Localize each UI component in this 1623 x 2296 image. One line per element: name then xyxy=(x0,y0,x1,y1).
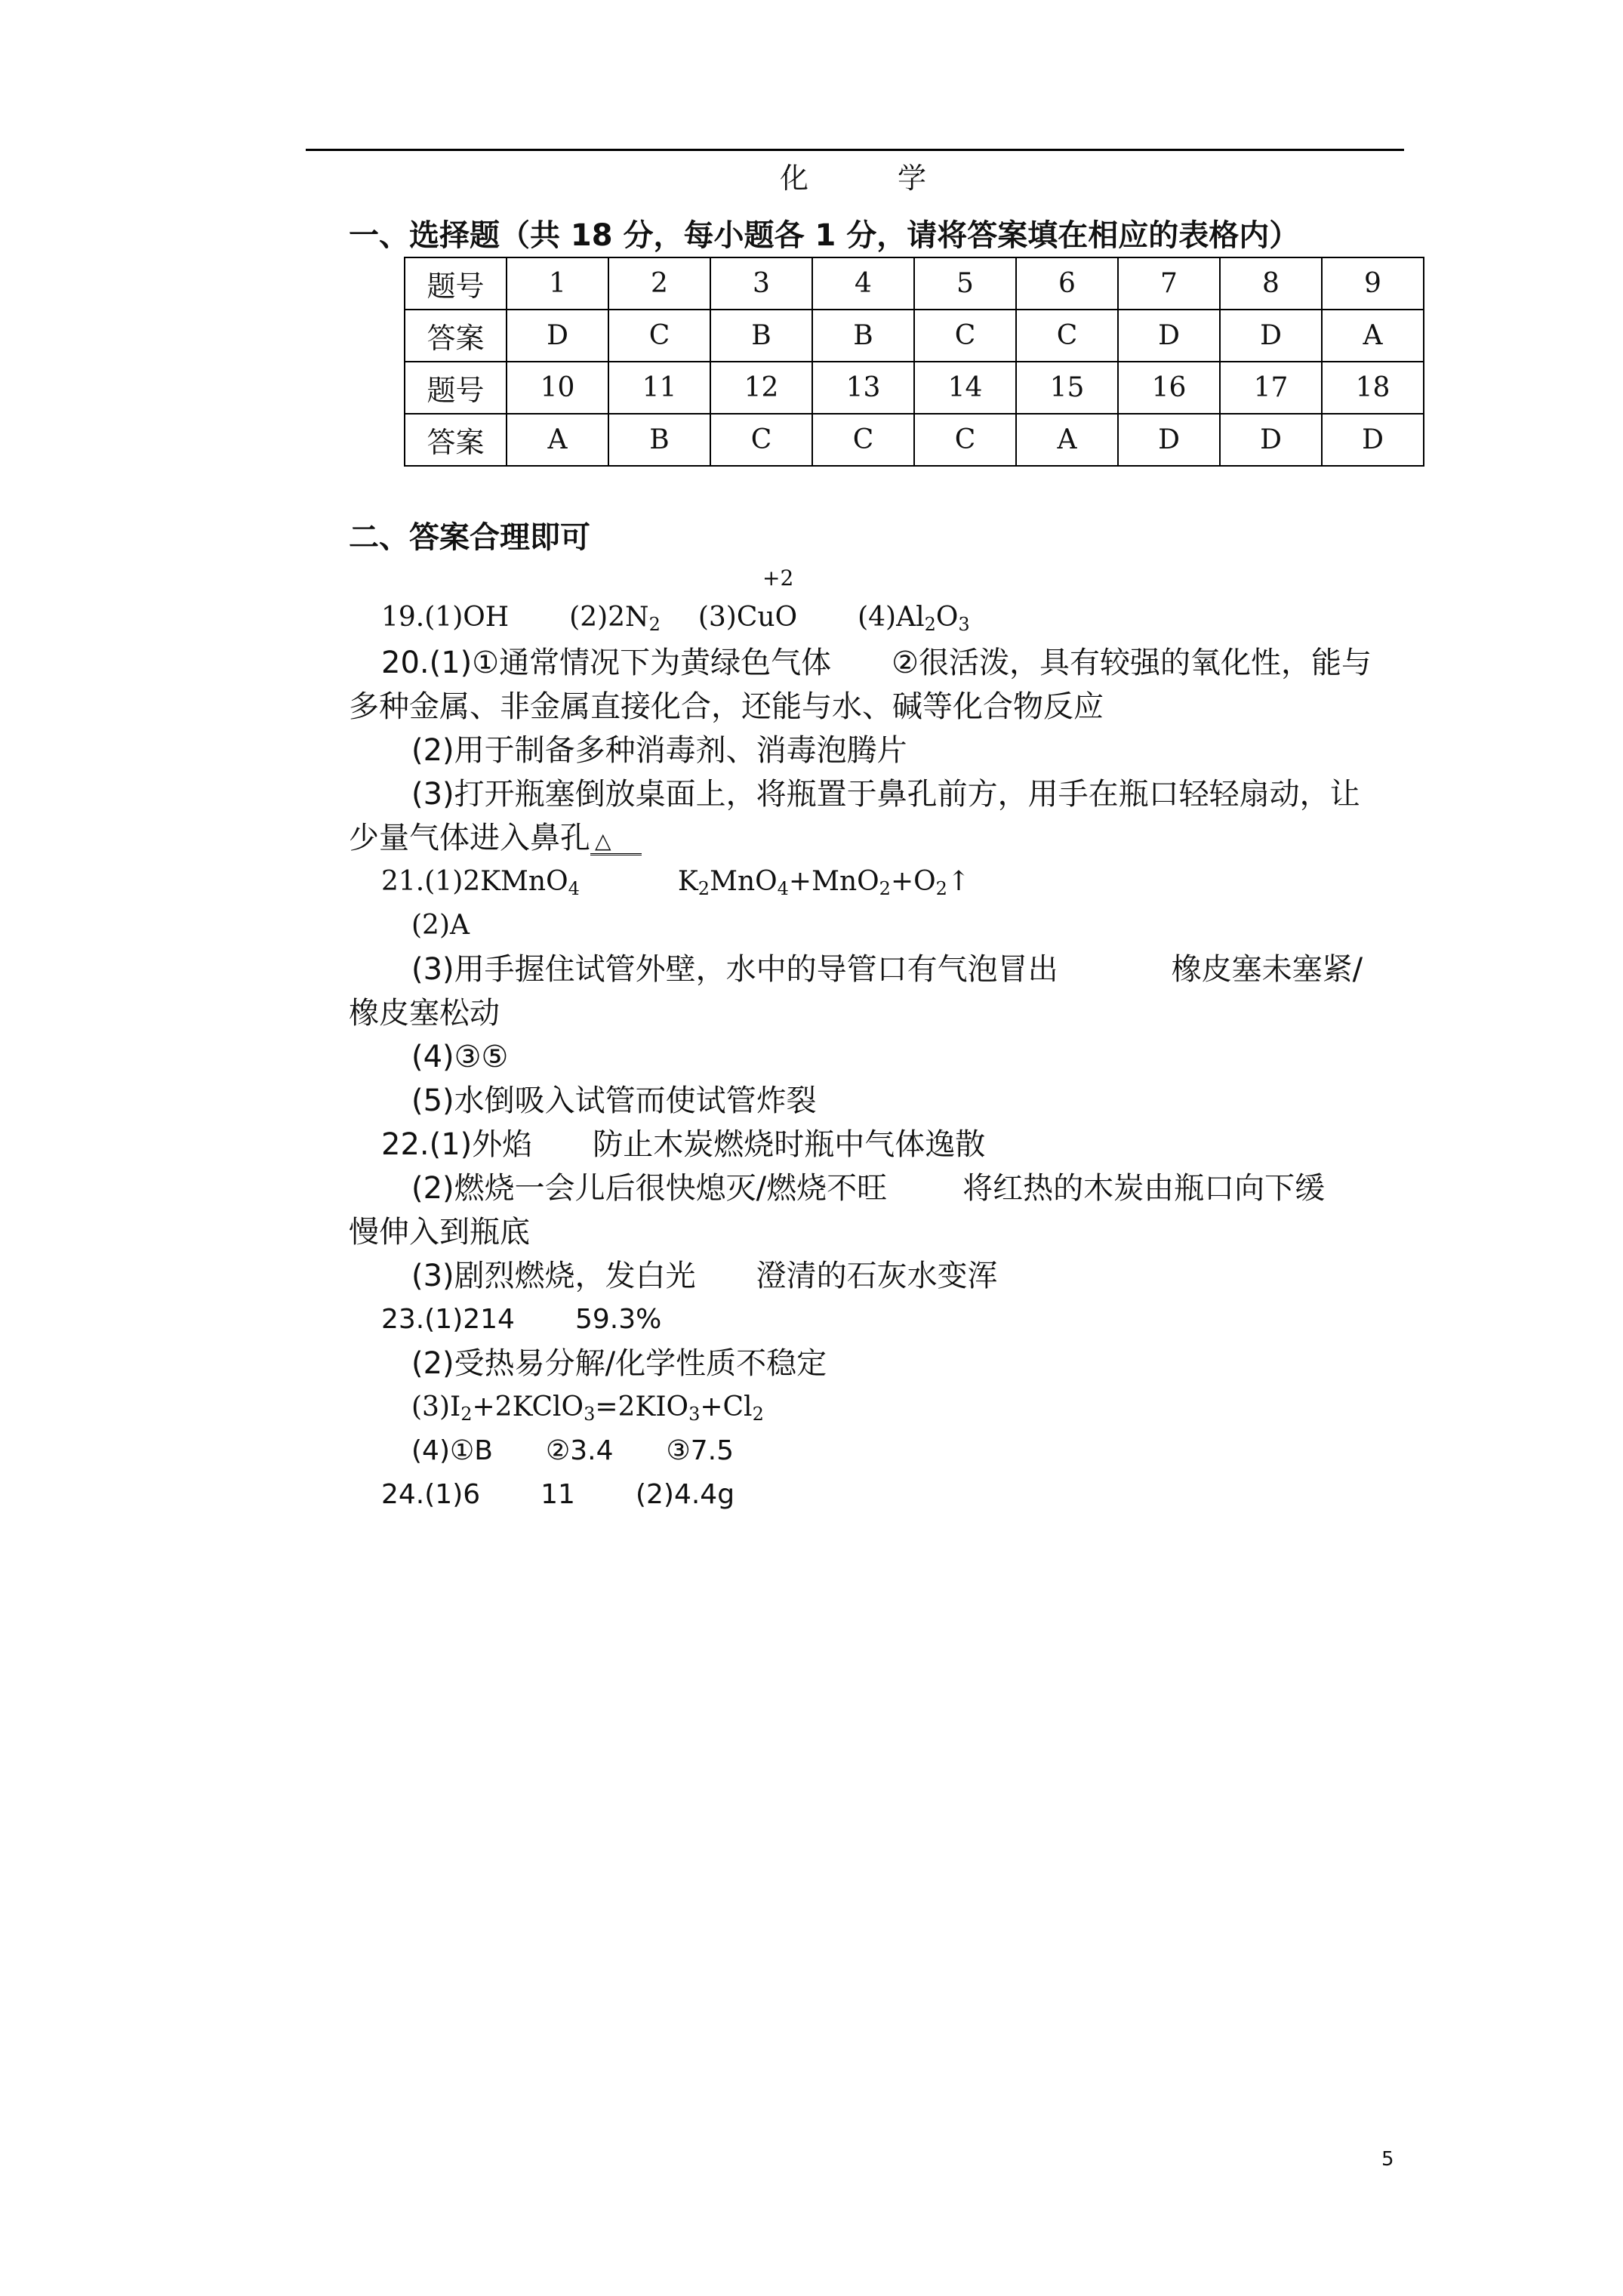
formula: +Cl xyxy=(700,1391,753,1422)
answer-text: 澄清的石灰水变浑 xyxy=(756,1259,998,1293)
answer-cell: A xyxy=(507,414,608,466)
question-number: 12 xyxy=(710,362,812,414)
answer-text: 59.3% xyxy=(574,1304,662,1335)
formula: +MnO xyxy=(788,866,879,897)
answer-cell: B xyxy=(608,414,710,466)
subscript: 4 xyxy=(568,878,580,899)
answer-22-line xyxy=(411,1255,998,1297)
question-number: 8 xyxy=(1220,257,1322,310)
section1-title: 一、选择题（共 18 分，每小题各 1 分，请将答案填在相应的表格内） xyxy=(349,218,1300,253)
row-label: 题号 xyxy=(405,362,507,414)
gas-arrow: ↑ xyxy=(947,866,971,897)
answer-20-line: (3)打开瓶塞倒放桌面上，将瓶置于鼻孔前方，用手在瓶口轻轻扇动，让 xyxy=(411,777,1360,812)
table-row xyxy=(405,414,1424,466)
subscript: 3 xyxy=(688,1404,701,1425)
answer-22-line xyxy=(411,1167,1325,1210)
answer-22-line xyxy=(381,1123,985,1166)
answer-cell: C xyxy=(710,414,812,466)
answer-text: 20.(1)①通常情况下为黄绿色气体 xyxy=(381,646,832,680)
formula: MnO xyxy=(710,866,778,897)
question-number: 10 xyxy=(507,362,608,414)
formula: =2KIO xyxy=(595,1391,689,1422)
table-row xyxy=(405,362,1424,414)
row-label: 题号 xyxy=(405,257,507,310)
answer-table xyxy=(404,257,1424,467)
question-number: 4 xyxy=(812,257,914,310)
answer-20-line: 多种金属、非金属直接化合，还能与水、碱等化合物反应 xyxy=(349,689,1104,724)
answer-cell: C xyxy=(812,414,914,466)
subscript: 2 xyxy=(698,878,710,899)
subscript: 2 xyxy=(935,878,947,899)
formula: +O xyxy=(890,866,936,897)
formula: +2KClO xyxy=(472,1391,584,1422)
answer-21-line: (2)A xyxy=(411,910,470,941)
answer-text: (3)剧烈燃烧，发白光 xyxy=(411,1259,696,1293)
question-number: 3 xyxy=(710,257,812,310)
answer-text: (4)①B xyxy=(411,1435,493,1466)
heat-symbol: △ xyxy=(590,828,642,855)
answer-text: 将红热的木炭由瓶口向下缓 xyxy=(962,1171,1326,1206)
subscript: 3 xyxy=(958,614,970,635)
answer-cell: D xyxy=(507,310,608,362)
question-number: 15 xyxy=(1016,362,1118,414)
formula: K xyxy=(677,866,698,897)
charge-annotation: +2 xyxy=(762,566,794,590)
question-number: 16 xyxy=(1118,362,1220,414)
answer-text: (2)4.4g xyxy=(635,1479,735,1510)
answer-part: (2)2N xyxy=(569,602,649,633)
answer-text: 11 xyxy=(540,1479,575,1510)
table-row xyxy=(405,257,1424,310)
answer-cell: C xyxy=(608,310,710,362)
question-number: 9 xyxy=(1322,257,1424,310)
answer-cell: D xyxy=(1220,414,1322,466)
subscript: 4 xyxy=(777,878,789,899)
question-number: 14 xyxy=(914,362,1016,414)
subscript: 2 xyxy=(879,878,891,899)
formula: 21.(1)2KMnO xyxy=(381,866,568,897)
answer-23-line: (2)受热易分解/化学性质不稳定 xyxy=(411,1346,827,1381)
answer-cell: C xyxy=(914,310,1016,362)
answer-23-line xyxy=(381,1299,661,1341)
answer-21-line: 橡皮塞松动 xyxy=(349,996,500,1031)
subject-title: 化 学 xyxy=(779,162,956,195)
answer-23-equation xyxy=(411,1386,764,1435)
answer-20-line: (2)用于制备多种消毒剂、消毒泡腾片 xyxy=(411,733,907,768)
answer-part: 19.(1)OH xyxy=(381,602,510,633)
header-rule xyxy=(306,149,1404,151)
table-row xyxy=(405,310,1424,362)
question-number: 18 xyxy=(1322,362,1424,414)
answer-text: 22.(1)外焰 xyxy=(381,1127,533,1162)
answer-23-line xyxy=(411,1430,734,1472)
answer-text: (3)用手握住试管外壁，水中的导管口有气泡冒出 xyxy=(411,952,1058,987)
answer-cell: B xyxy=(812,310,914,362)
subscript: 2 xyxy=(924,614,936,635)
answer-21-line xyxy=(411,948,1363,991)
row-label: 答案 xyxy=(405,310,507,362)
answer-text: 少量气体进入鼻孔 xyxy=(349,821,590,855)
answer-19 xyxy=(381,596,970,646)
row-label: 答案 xyxy=(405,414,507,466)
answer-cell: A xyxy=(1322,310,1424,362)
answer-cell: D xyxy=(1322,414,1424,466)
answer-cell: C xyxy=(914,414,1016,466)
answer-22-line: 慢伸入到瓶底 xyxy=(349,1215,530,1250)
answer-part: (4)Al xyxy=(858,602,925,633)
answer-part: O xyxy=(935,602,959,633)
answer-text: 橡皮塞未塞紧/ xyxy=(1171,952,1363,987)
section2-title: 二、答案合理即可 xyxy=(349,520,590,555)
question-number: 2 xyxy=(608,257,710,310)
answer-cell: D xyxy=(1220,310,1322,362)
answer-cell: B xyxy=(710,310,812,362)
question-number: 13 xyxy=(812,362,914,414)
subscript: 3 xyxy=(584,1404,596,1425)
question-number: 11 xyxy=(608,362,710,414)
question-number: 17 xyxy=(1220,362,1322,414)
answer-cell: D xyxy=(1118,414,1220,466)
answer-cell: C xyxy=(1016,310,1118,362)
question-number: 1 xyxy=(507,257,608,310)
subscript: 2 xyxy=(648,614,661,635)
answer-20-line xyxy=(349,817,642,862)
formula: (3)I xyxy=(411,1391,461,1422)
answer-part: (3)CuO xyxy=(698,602,798,633)
answer-20-line xyxy=(381,642,1372,684)
answer-cell: A xyxy=(1016,414,1118,466)
answer-21-line: (4)③⑤ xyxy=(411,1040,509,1074)
question-number: 7 xyxy=(1118,257,1220,310)
answer-text: 防止木炭燃烧时瓶中气体逸散 xyxy=(593,1127,986,1162)
page-number: 5 xyxy=(1381,2148,1394,2171)
subscript: 2 xyxy=(460,1404,473,1425)
question-number: 5 xyxy=(914,257,1016,310)
answer-text: ③7.5 xyxy=(666,1435,735,1466)
answer-cell: D xyxy=(1118,310,1220,362)
subscript: 2 xyxy=(752,1404,764,1425)
answer-text: ②3.4 xyxy=(545,1435,614,1466)
answer-text: ②很活泼，具有较强的氧化性，能与 xyxy=(892,646,1372,680)
answer-text: 24.(1)6 xyxy=(381,1479,481,1510)
answer-text: (2)燃烧一会儿后很快熄灭/燃烧不旺 xyxy=(411,1171,888,1206)
question-number: 6 xyxy=(1016,257,1118,310)
answer-text: 23.(1)214 xyxy=(381,1304,515,1335)
answer-24-line xyxy=(381,1474,735,1516)
answer-21-line: (5)水倒吸入试管而使试管炸裂 xyxy=(411,1083,817,1118)
answer-21-equation xyxy=(381,861,970,910)
